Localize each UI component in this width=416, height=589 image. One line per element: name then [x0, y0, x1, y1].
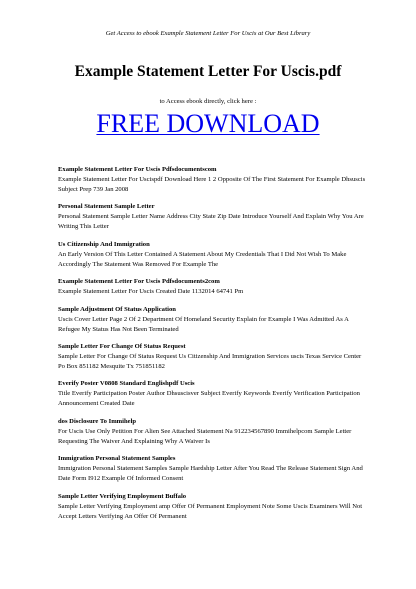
entry-text: Personal Statement Sample Letter Name Address City State Zip Date Introduce Yourself And Explain Why You Are Writing This Letter [58, 213, 364, 231]
document-title: Example Statement Letter For Uscis.pdf [74, 63, 342, 80]
list-item [58, 165, 368, 195]
list-item [58, 454, 368, 484]
entry-list [58, 165, 368, 529]
free-download-link[interactable]: FREE DOWNLOAD [96, 109, 320, 138]
entry-title: Us Citizenship And Immigration [58, 240, 150, 248]
entry-text: Immigration Personal Statement Samples Sample Hardship Letter After You Read The Release Statement Sign And Date Form I912 Example Of Informed Consent [58, 465, 363, 483]
entry-text: Uscis Cover Letter Page 2 Of 2 Department Of Homeland Security Explain for Example I Was Admitted As A Refugee My Status Has Not Been Terminated [58, 315, 349, 333]
list-item [58, 342, 368, 372]
entry-title: Sample Letter For Change Of Status Request [58, 342, 186, 350]
entry-title: Immigration Personal Statement Samples [58, 455, 176, 463]
list-item [58, 202, 368, 232]
entry-text: Example Statement Letter For Uscispdf Download Here 1 2 Opposite Of The First Statement For Example Dhsuscis Subject Prep 739 Jan 2008 [58, 176, 366, 193]
entry-text: For Uscis Use Only Petition For Alien See Attached Statement Na 912234567890 Immihelpcom Sample Letter Requesting The Waiver And Explaining Why A Waiver Is [58, 427, 352, 445]
entry-title: Example Statement Letter For Uscis Pdfsdocumentscom [58, 166, 217, 173]
list-item [58, 240, 368, 270]
list-item [58, 305, 368, 335]
top-note: Get Access to ebook Example Statement Letter For Uscis at Our Best Library [105, 30, 311, 37]
access-instruction: to Access ebook directly, click here : [159, 98, 257, 105]
entry-text: Sample Letter Verifying Employment amp Offer Of Permanent Employment Note Some Uscis Examiners Will Not Accept Letters Verifying An Offer Of Permanent [58, 502, 363, 520]
list-item [58, 379, 368, 409]
list-item [58, 417, 368, 447]
list-item [58, 277, 368, 297]
entry-text: Sample Letter For Change Of Status Request Us Citizenship And Immigration Services uscis Texas Service Center Po Box 851182 Mesquite Tx 751851182 [58, 352, 362, 370]
list-item [58, 492, 368, 522]
entry-text: An Early Version Of This Letter Contained A Statement About My Credentials That I Did Not Wish To Make Accordingly The Statement Was Removed For Example The [58, 250, 347, 268]
entry-title: Sample Letter Verifying Employment Buffalo [58, 492, 187, 500]
entry-text: Title Everify Participation Poster Author Dhsuscisver Subject Everify Keywords Everify Verification Participation Announcement Created Date [58, 390, 360, 408]
entry-title: dos Disclosure To Immihelp [58, 417, 137, 425]
entry-title: Everify Poster V0808 Standard Englishpdf Uscis [58, 380, 195, 388]
entry-text: Example Statement Letter For Uscis Created Date 1132014 64741 Pm [58, 288, 244, 296]
entry-title: Sample Adjustment Of Status Application [58, 305, 176, 313]
entry-title: Personal Statement Sample Letter [58, 203, 155, 211]
entry-title: Example Statement Letter For Uscis Pdfsdocuments2com [58, 278, 220, 286]
